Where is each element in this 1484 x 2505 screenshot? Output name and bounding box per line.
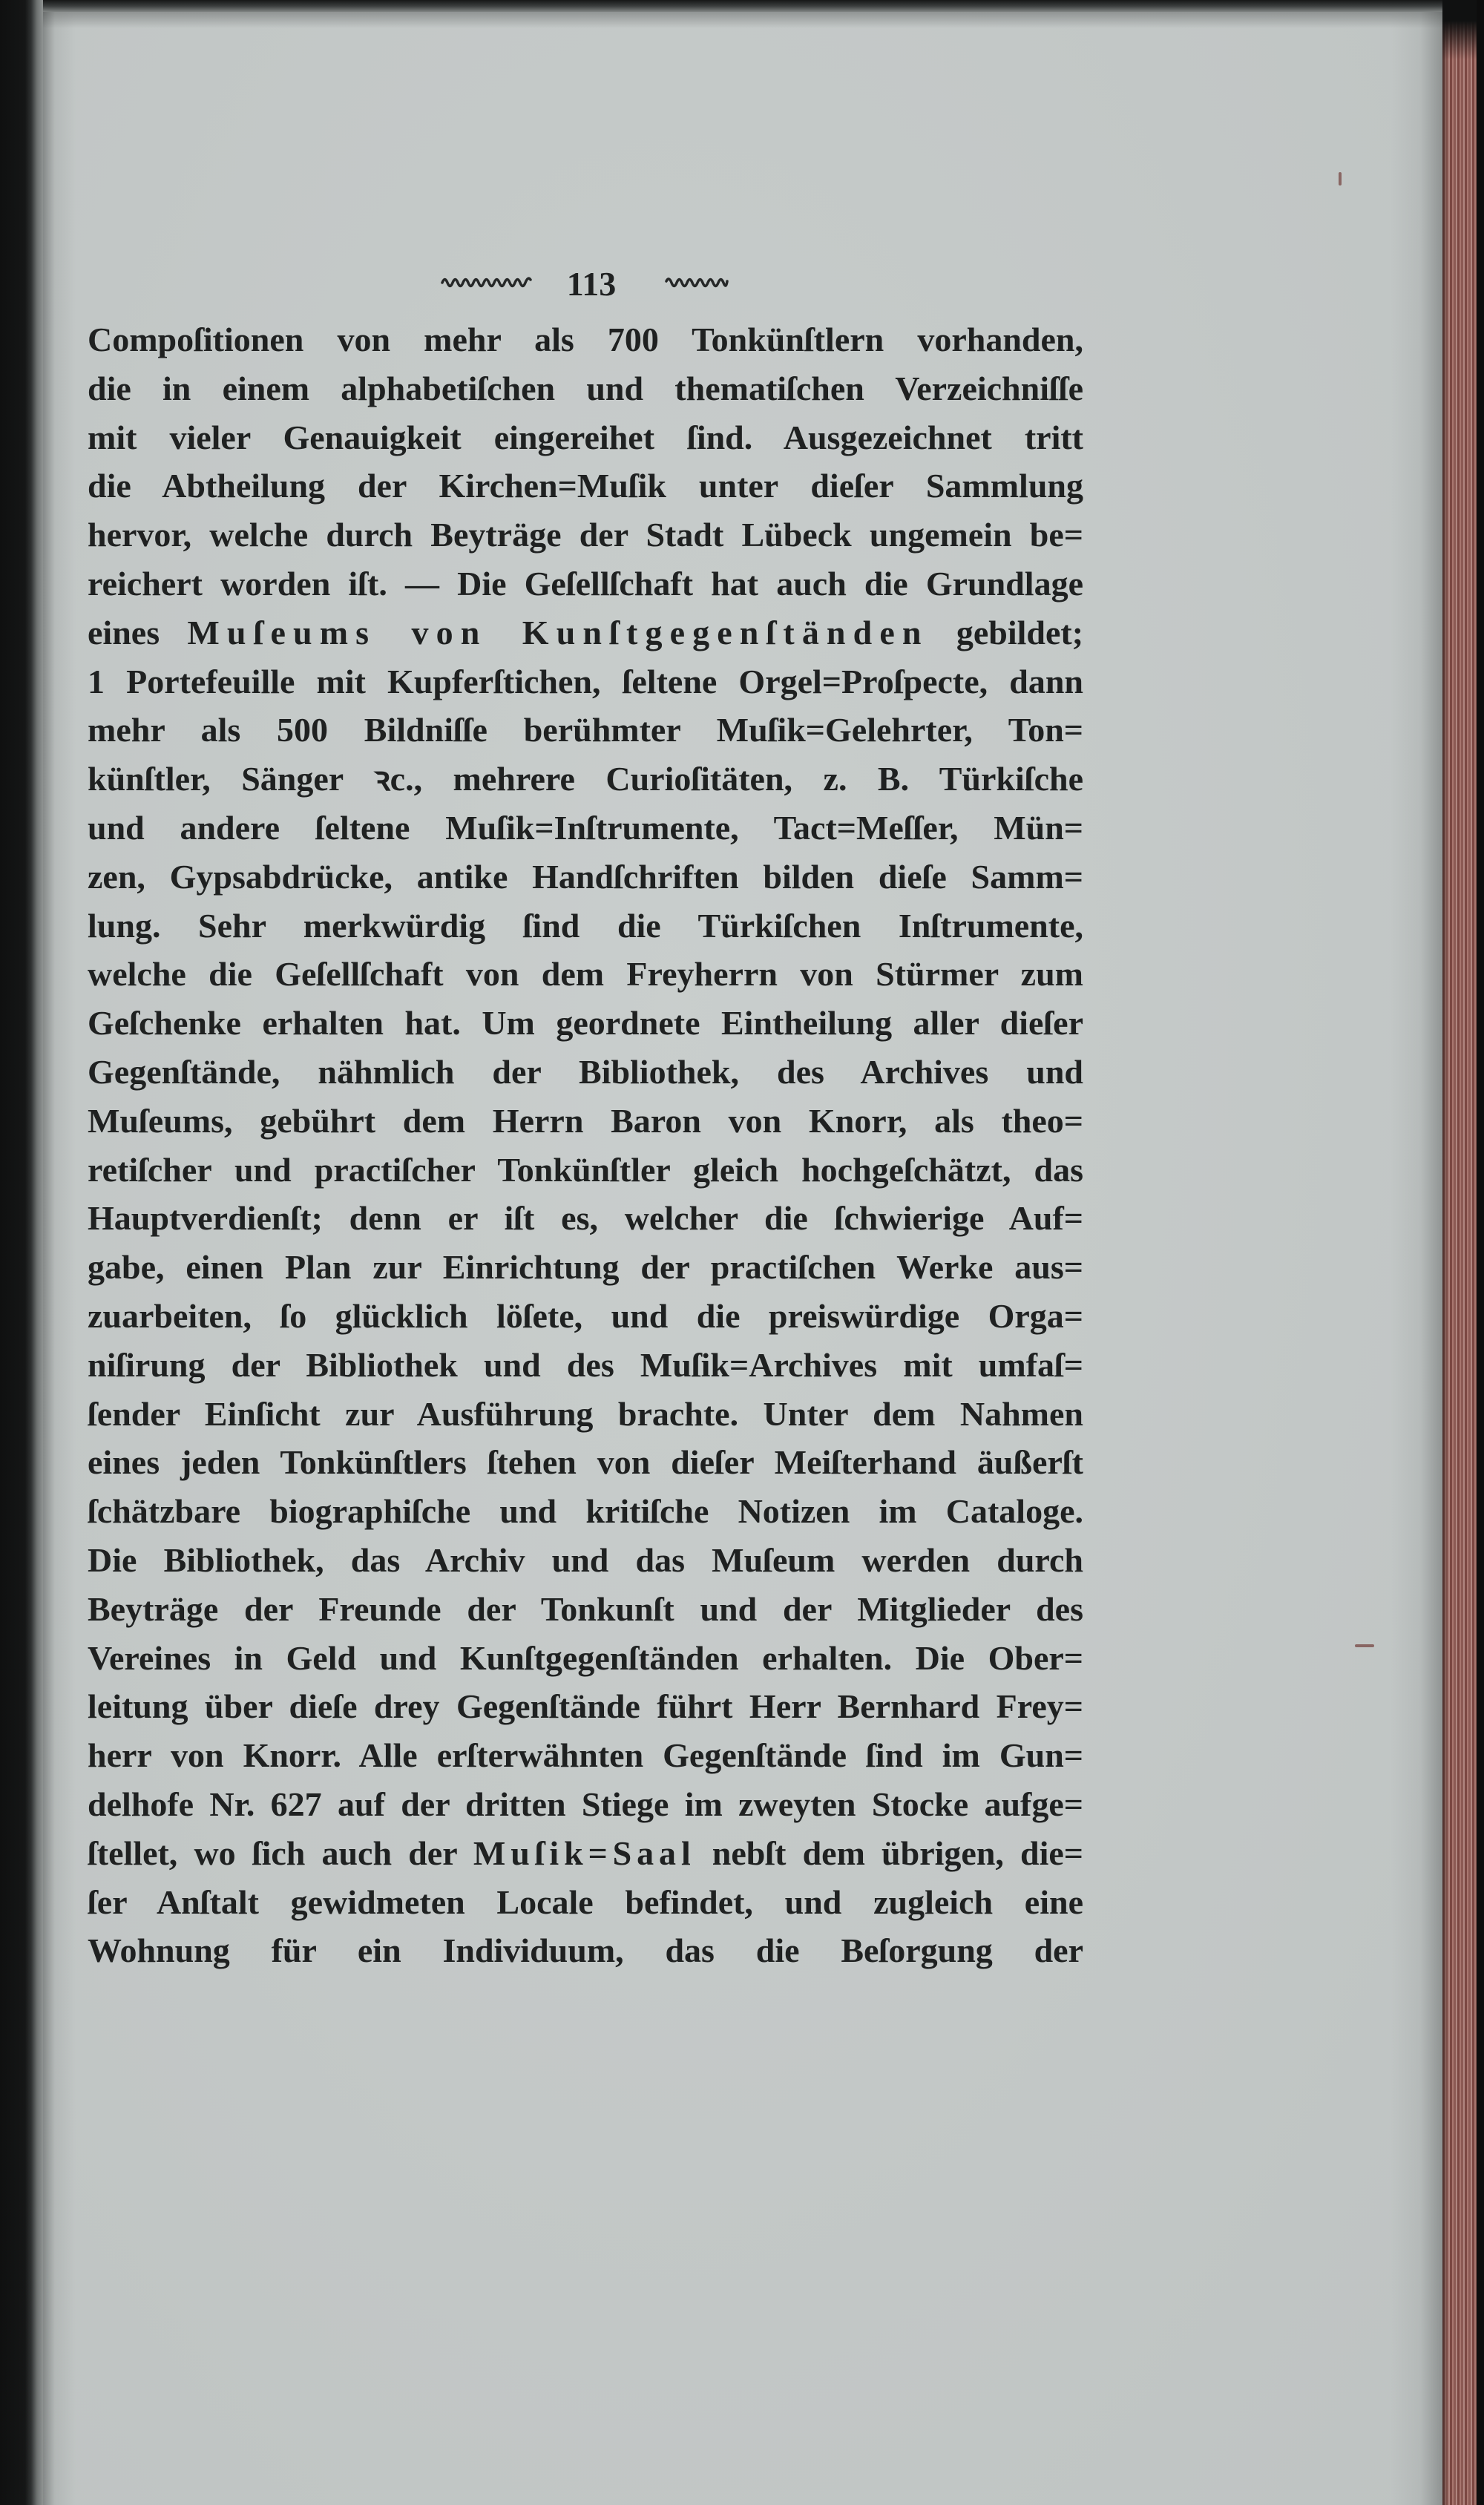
ornament-right-icon bbox=[665, 274, 729, 289]
text-segment: gebildet; bbox=[956, 613, 1083, 651]
text-line: ſchätzbare biographiſche und kritiſche Notizen im Cataloge. bbox=[88, 1492, 1083, 1531]
text-line: lung. Sehr merkwürdig ſind die Türkiſchen Inſtrumente, bbox=[88, 906, 1083, 945]
text-segment: nebſt dem übrigen, die= bbox=[712, 1833, 1083, 1872]
text-line: Beyträge der Freunde der Tonkunſt und der Mitglieder des bbox=[88, 1589, 1083, 1628]
text-segment: eines bbox=[88, 613, 160, 651]
ornament-left-icon bbox=[441, 274, 533, 289]
text-line: Wohnung für ein Individuum, das die Beſorgung der bbox=[88, 1931, 1083, 1970]
page-edges bbox=[1442, 0, 1477, 2505]
text-line: 1 Portefeuille mit Kupferſtichen, ſeltene Orgel=Proſpecte, dann bbox=[88, 662, 1083, 700]
page-number: 113 bbox=[566, 265, 617, 303]
text-line: eines jeden Tonkünſtlers ſtehen von dieſer Meiſterhand äußerſt bbox=[88, 1443, 1083, 1482]
text-line: herr von Knorr. Alle erſterwähnten Gegenſtände ſind im Gun= bbox=[88, 1736, 1083, 1775]
text-line: zen, Gypsabdrücke, antike Handſchriften bilden dieſe Samm= bbox=[88, 857, 1083, 896]
text-line: Gegenſtände, nähmlich der Bibliothek, des Archives und bbox=[88, 1052, 1083, 1091]
text-line: Hauptverdienſt; denn er iſt es, welcher die ſchwierige Auf= bbox=[88, 1199, 1083, 1238]
text-line bbox=[88, 1829, 1083, 1878]
text-line: mit vieler Genauigkeit eingereihet ſind. Ausgezeichnet tritt bbox=[88, 418, 1083, 456]
text-line: Die Bibliothek, das Archiv und das Muſeum werden durch bbox=[88, 1540, 1083, 1579]
text-line: welche die Geſellſchaft von dem Freyherrn von Stürmer zum bbox=[88, 955, 1083, 994]
text-line: und andere ſeltene Muſik=Inſtrumente, Tact=Meſſer, Mün= bbox=[88, 808, 1083, 847]
text-block bbox=[88, 315, 1083, 1975]
text-line: die Abtheilung der Kirchen=Muſik unter dieſer Sammlung bbox=[88, 467, 1083, 505]
text-line: zuarbeiten, ſo glücklich löſete, und die preiswürdige Orga= bbox=[88, 1296, 1083, 1335]
text-line: künſtler, Sänger ꝛc., mehrere Curioſitäten, z. B. Türkiſche bbox=[88, 760, 1083, 798]
text-line: Vereines in Geld und Kunſtgegenſtänden erhalten. Die Ober= bbox=[88, 1638, 1083, 1677]
text-segment: ſtellet, wo ſich auch der bbox=[88, 1833, 457, 1872]
spaced-text-segment: Muſik=Saal bbox=[473, 1833, 696, 1872]
text-line bbox=[88, 608, 1083, 657]
text-line: hervor, welche durch Beyträge der Stadt Lübeck ungemein be= bbox=[88, 516, 1083, 554]
text-line: Geſchenke erhalten hat. Um geordnete Eintheilung aller dieſer bbox=[88, 1004, 1083, 1043]
paper-speck bbox=[1355, 1644, 1374, 1647]
text-line: ſender Einſicht zur Ausführung brachte. Unter dem Nahmen bbox=[88, 1394, 1083, 1433]
text-line: delhofe Nr. 627 auf der dritten Stiege im zweyten Stocke aufge= bbox=[88, 1785, 1083, 1823]
text-line: Muſeums, gebührt dem Herrn Baron von Knorr, als theo= bbox=[88, 1101, 1083, 1140]
paper-speck bbox=[1339, 172, 1342, 186]
right-scan-border bbox=[1477, 0, 1484, 2505]
book-page bbox=[43, 12, 1442, 2505]
text-line: retiſcher und practiſcher Tonkünſtler gleich hochgeſchätzt, das bbox=[88, 1150, 1083, 1189]
text-line: niſirung der Bibliothek und des Muſik=Archives mit umfaſ= bbox=[88, 1345, 1083, 1384]
text-line: reichert worden iſt. — Die Geſellſchaft hat auch die Grundlage bbox=[88, 564, 1083, 603]
binding-shadow bbox=[0, 0, 43, 2505]
text-line: ſer Anſtalt gewidmeten Locale befindet, und zugleich eine bbox=[88, 1882, 1083, 1921]
spaced-text-segment: Muſeums von Kunſtgegenſtänden bbox=[187, 613, 929, 651]
text-line: die in einem alphabetiſchen und thematiſchen Verzeichniſſe bbox=[88, 369, 1083, 407]
text-line: Compoſitionen von mehr als 700 Tonkünſtlern vorhanden, bbox=[88, 321, 1083, 358]
text-line: gabe, einen Plan zur Einrichtung der practiſchen Werke aus= bbox=[88, 1248, 1083, 1287]
text-line: mehr als 500 Bildniſſe berühmter Muſik=Gelehrter, Ton= bbox=[88, 711, 1083, 749]
text-line: leitung über dieſe drey Gegenſtände führt Herr Bernhard Frey= bbox=[88, 1687, 1083, 1726]
top-page-shadow bbox=[43, 0, 1442, 12]
